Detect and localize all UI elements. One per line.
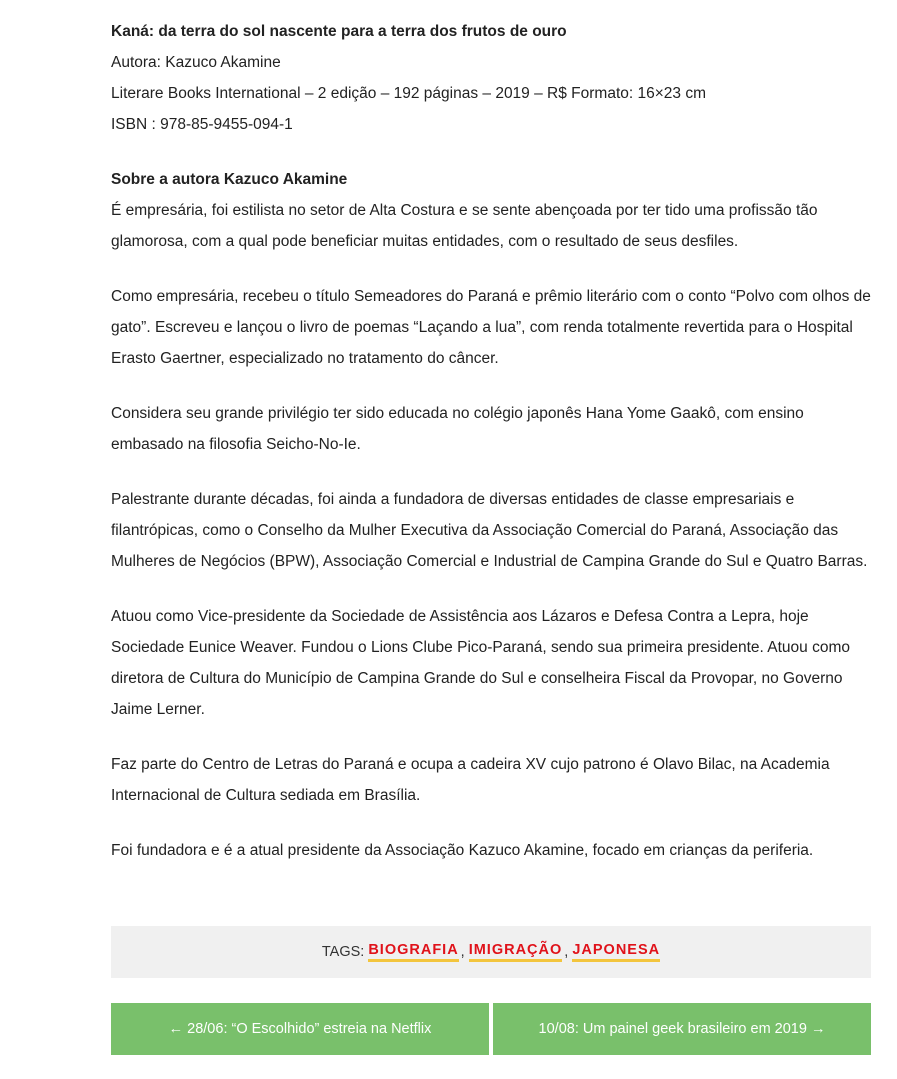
- about-paragraph: Atuou como Vice-presidente da Sociedade de Assistência aos Lázaros e Defesa Contra a Lepra, hoje Sociedade Eunice Weaver. Fundou o Lions Clube Pico-Paraná, sendo sua primeira presidente. Atuou como diretora de Cultura do Município de Campina Grande do Sul e conselheira Fiscal da Provopar, no Governo Jaime Lerner.: [111, 608, 850, 718]
- post-navigation: [111, 1003, 871, 1055]
- book-publisher: Literare Books International – 2 edição – 192 páginas – 2019 – R$ Formato: 16×23 cm: [111, 85, 706, 102]
- about-paragraph: Palestrante durante décadas, foi ainda a fundadora de diversas entidades de classe empresariais e filantrópicas, como o Conselho da Mulher Executiva da Associação Comercial do Paraná, Associação das Mulheres de Negócios (BPW), Associação Comercial e Industrial de Campina Grande do Sul e Quatro Barras.: [111, 491, 868, 570]
- tag-link-japonesa[interactable]: JAPONESA: [572, 942, 660, 962]
- about-paragraph: Faz parte do Centro de Letras do Paraná e ocupa a cadeira XV cujo patrono é Olavo Bilac, na Academia Internacional de Cultura sediada em Brasília.: [111, 756, 830, 804]
- about-paragraph: Considera seu grande privilégio ter sido educada no colégio japonês Hana Yome Gaakô, com ensino embasado na filosofia Seicho-No-Ie.: [111, 405, 804, 453]
- tag-separator: ,: [564, 944, 569, 960]
- book-info: [111, 16, 871, 140]
- about-first-paragraph: [111, 164, 871, 257]
- tags-bar: [111, 926, 871, 978]
- previous-post-button[interactable]: ← 28/06: “O Escolhido” estreia na Netflix: [111, 1003, 489, 1055]
- book-isbn: ISBN : 978-85-9455-094-1: [111, 116, 293, 133]
- next-post-button[interactable]: 10/08: Um painel geek brasileiro em 2019 →: [493, 1003, 871, 1055]
- about-paragraph: Foi fundadora e é a atual presidente da Associação Kazuco Akamine, focado em crianças da periferia.: [111, 842, 814, 859]
- article-content: [111, 16, 871, 890]
- book-author: Autora: Kazuco Akamine: [111, 54, 281, 71]
- tag-link-biografia[interactable]: BIOGRAFIA: [368, 942, 458, 962]
- book-title: Kaná: da terra do sol nascente para a terra dos frutos de ouro: [111, 23, 567, 40]
- tag-link-imigracao[interactable]: IMIGRAÇÃO: [469, 942, 563, 962]
- about-paragraph: É empresária, foi estilista no setor de Alta Costura e se sente abençoada por ter tido uma profissão tão glamorosa, com a qual pode beneficiar muitas entidades, com o resultado de seus desfiles.: [111, 202, 818, 250]
- about-heading: Sobre a autora Kazuco Akamine: [111, 171, 348, 188]
- about-paragraph: Como empresária, recebeu o título Semeadores do Paraná e prêmio literário com o conto “Polvo com olhos de gato”. Escreveu e lançou o livro de poemas “Laçando a lua”, com renda totalmente revertida para o Hospital Erasto Gaertner, especializado no tratamento do câncer.: [111, 288, 871, 367]
- tag-separator: ,: [460, 944, 465, 960]
- tags-label: TAGS:: [321, 944, 365, 960]
